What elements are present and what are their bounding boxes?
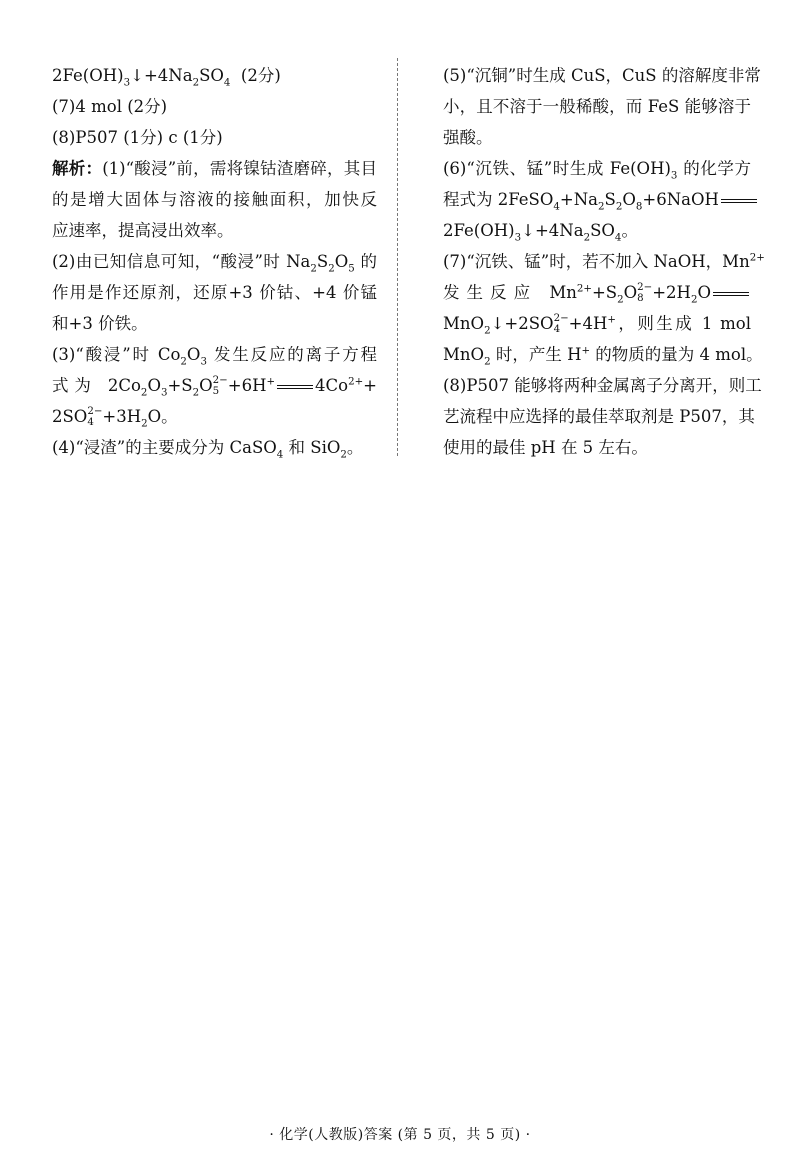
analysis-7-line-2: 发生反应 $Mn^{2+}+S_2O$ 2− 8 $+2H_2O$ [443,277,751,308]
analysis-2-line-3: 和+3 价铁。 [52,314,148,333]
analysis-8-line-3: 使用的最佳 pH 在 5 左右。 [443,438,648,457]
analysis-8-line-2: 艺流程中应选择的最佳萃取剂是 P507，其 [443,407,755,426]
analysis-4: (4)“浸渣”的主要成分为 CaSO$_4$ 和 SiO$_2$。 [52,438,364,461]
analysis-6-line-2: 程式为 $2FeSO_4+Na_2S_2O_8+6NaOH$ [443,184,751,215]
analysis-6-line-3: $2Fe(OH)_3↓+4Na_2SO_4$。 [443,221,638,244]
analysis-2-line-1: (2)由已知信息可知，“酸浸”时 $Na_2S_2O_5$ 的 [52,252,378,275]
analysis-7-line-1: (7)“沉铁、锰”时，若不加入 NaOH，$Mn^{2+}$ [443,252,765,271]
left-column [52,60,377,463]
analysis-1-line-1: 解析：(1)“酸浸”前，需将镍钴渣磨碎，其目 [52,159,378,178]
answer-7: (7)4 mol (2分) [52,97,168,116]
analysis-5-line-1: (5)“沉铜”时生成 CuS，CuS 的溶解度非常 [443,66,761,85]
analysis-3-line-1: (3)“酸浸”时 $Co_2O_3$ 发生反应的离子方程 [52,345,377,368]
answer-8: (8)P507 (1分) c (1分) [52,128,223,147]
analysis-1-line-3: 应速率，提高浸出效率。 [52,221,234,240]
column-divider [397,58,398,456]
analysis-6-line-1: (6)“沉铁、锰”时生成 $Fe(OH)_3$ 的化学方 [443,159,751,182]
analysis-5-line-3: 强酸。 [443,128,493,147]
analysis-2-line-2: 作用是作还原剂，还原+3 价钴、+4 价锰 [52,283,377,302]
right-column [443,60,765,463]
analysis-3-line-2: 式为 $2Co_2O_3+S_2O$ 2− 5 +6H+ $4Co^{2+}+$ [52,375,377,399]
analysis-8-line-1: (8)P507 能够将两种金属离子分离开，则工 [443,376,762,395]
analysis-5-line-2: 小，且不溶于一般稀酸，而 FeS 能够溶于 [443,97,751,116]
analysis-3-line-3: 2SO 2− 4 $+3H_2O$。 [52,406,178,430]
analysis-7-line-4: MnO$_2$ 时，产生 H+ 的物质的量为 4 mol。 [443,345,763,368]
analysis-1-line-2: 的是增大固体与溶液的接触面积，加快反 [52,190,377,209]
analysis-7-line-3: MnO$_2$↓+2SO 2− 4 +4H+，则生成 1 mol [443,313,751,337]
answer-line-6-end: $2Fe(OH)_3↓+4Na_2SO_4$ (2分) [52,66,281,89]
analysis-label: 解析： [52,159,103,178]
page-footer: · 化学(人教版)答案 (第 5 页，共 5 页) · [269,1127,531,1143]
